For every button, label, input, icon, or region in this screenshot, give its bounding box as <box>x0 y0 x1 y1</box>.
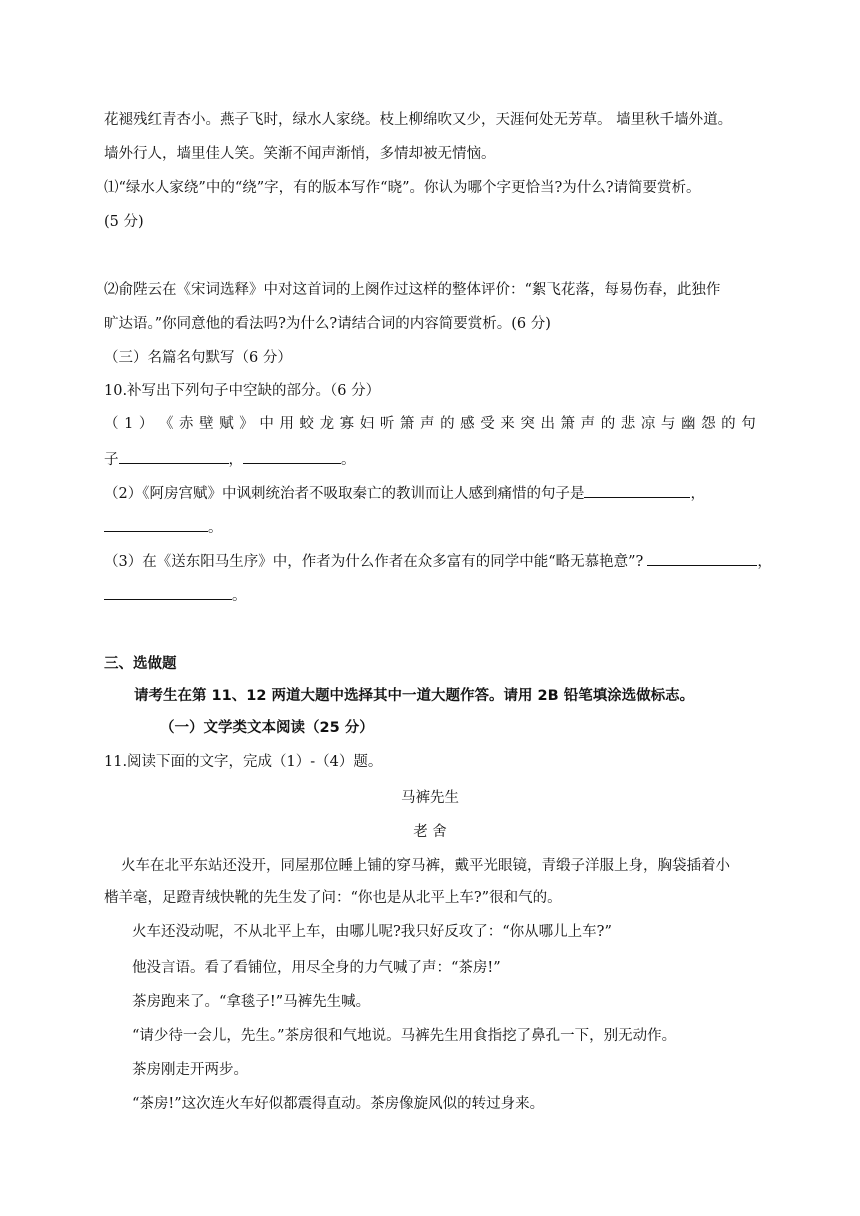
spaced-char: ） <box>138 416 154 432</box>
item-1-sep: ， <box>228 452 243 468</box>
section-3-title: （三）名篇名句默写（6 分） <box>104 350 292 366</box>
spaced-char: 凉 <box>640 416 656 432</box>
spaced-char: 壁 <box>199 416 214 432</box>
spaced-char: 怨 <box>701 416 716 432</box>
spaced-char: 用 <box>279 416 294 432</box>
item-3-end2: 。 <box>232 588 247 604</box>
spaced-char: 龙 <box>319 416 335 432</box>
spaced-char: （ <box>104 416 119 432</box>
answer-blank[interactable] <box>104 517 208 532</box>
item-2-end2: 。 <box>208 520 223 536</box>
question-11-title: 11.阅读下面的文字，完成（1）-（4）题。 <box>104 754 383 770</box>
answer-blank[interactable] <box>243 449 341 464</box>
answer-blank[interactable] <box>104 585 232 600</box>
story-title: 马裤先生 <box>401 790 459 806</box>
spaced-char: 出 <box>540 416 555 432</box>
spaced-char: 《 <box>158 416 174 432</box>
spaced-char: 的 <box>721 416 736 432</box>
item-3-text-a: （3）在《送东阳马生序》中， <box>104 554 302 570</box>
item-2-text: （2）《阿房宫赋》中讽刺统治者不吸取秦亡的教训而让人感到痛惜的句子是 <box>104 486 585 502</box>
story-author: 老 舍 <box>413 824 447 840</box>
spaced-char: 中 <box>259 416 274 432</box>
story-paragraph: “茶房!”这次连火车好似都震得直动。茶房像旋风似的转过身来。 <box>132 1096 545 1112</box>
question-9-1-line-1: ⑴“绿水人家绕”中的“绕”字，有的版本写作“晓”。你认为哪个字更恰当?为什么?请简要赏析。 <box>104 180 701 196</box>
question-10-item-1-line-2 <box>104 449 356 470</box>
question-9-2-line-2: 旷达语。”你同意他的看法吗?为什么?请结合词的内容简要赏析。(6 分) <box>104 316 551 332</box>
spaced-char: 来 <box>500 416 515 432</box>
spaced-char: 赤 <box>179 416 194 432</box>
spaced-char: 蛟 <box>299 416 315 432</box>
story-paragraph: 楷羊毫，足蹬青绒快靴的先生发了问：“你也是从北平上车?”很和气的。 <box>104 890 562 906</box>
story-paragraph: 茶房刚走开两步。 <box>132 1062 248 1078</box>
spaced-char: 箫 <box>399 416 415 432</box>
spaced-char: 句 <box>741 416 756 432</box>
question-10-title: 10.补写出下列句子中空缺的部分。（6 分） <box>104 383 381 399</box>
spaced-char: 妇 <box>359 416 375 432</box>
spaced-char: 1 <box>124 416 134 432</box>
poem-line-2: 墙外行人，墙里佳人笑。笑渐不闻声渐悄，多情却被无情恼。 <box>104 146 496 162</box>
spaced-char: 寡 <box>339 416 355 432</box>
spaced-char: 听 <box>379 416 395 432</box>
answer-blank[interactable] <box>119 449 229 464</box>
item-3-text-b: 作者为什么作者在众多富有的同学中能“略无慕艳意”? <box>301 554 644 570</box>
question-10-item-3-line-2 <box>104 585 247 606</box>
item-1-start: 子 <box>104 452 119 468</box>
spaced-char: 的 <box>440 416 455 432</box>
spaced-char: 赋 <box>219 416 234 432</box>
poem-line-1: 花褪残红青杏小。燕子飞时，绿水人家绕。枝上柳绵吹又少，天涯何处无芳草。 墙里秋千墙外道。 <box>104 112 733 128</box>
spaced-char: 感 <box>460 416 475 432</box>
spaced-char: 的 <box>600 416 616 432</box>
spaced-char: 与 <box>660 416 676 432</box>
part-3-title: 三、选做题 <box>104 656 177 672</box>
question-9-1-line-2: (5 分) <box>104 214 144 230</box>
spaced-char: 悲 <box>620 416 636 432</box>
spaced-char: 声 <box>580 416 596 432</box>
question-10-item-2-line-1 <box>104 483 705 504</box>
spaced-char: 声 <box>419 416 435 432</box>
story-paragraph: 茶房跑来了。“拿毯子!”马裤先生喊。 <box>132 994 371 1010</box>
spaced-char: 幽 <box>681 416 696 432</box>
question-9-2-line-1: ⑵俞陛云在《宋词选释》中对这首词的上阕作过这样的整体评价：“絮飞花落，每易伤春，此独作 <box>104 282 721 298</box>
spaced-char: 》 <box>239 416 254 432</box>
spaced-char: 突 <box>520 416 535 432</box>
answer-blank[interactable] <box>647 551 757 566</box>
story-paragraph: 他没言语。看了看铺位，用尽全身的力气喊了声：“茶房!” <box>132 960 501 976</box>
story-paragraph: 火车在北平东站还没开，同屋那位睡上铺的穿马裤，戴平光眼镜，青缎子洋服上身，胸袋插着小 <box>121 858 730 874</box>
item-2-end: ， <box>690 486 705 502</box>
spaced-char: 箫 <box>560 416 576 432</box>
answer-blank[interactable] <box>584 483 690 498</box>
item-1-end: 。 <box>341 452 356 468</box>
spaced-char: 受 <box>480 416 495 432</box>
part-3-subtitle: （一）文学类文本阅读（25 分） <box>160 720 374 736</box>
question-10-item-2-line-2 <box>104 517 223 538</box>
story-paragraph: 火车还没动呢，不从北平上车，由哪儿呢?我只好反攻了：“你从哪儿上车?” <box>132 924 612 940</box>
question-10-item-1-line-1 <box>104 414 756 434</box>
item-3-end: ， <box>757 554 772 570</box>
part-3-instruction: 请考生在第 11、12 两道大题中选择其中一道大题作答。请用 2B 铅笔填涂选做标志。 <box>134 688 695 704</box>
story-paragraph: “请少待一会儿，先生。”茶房很和气地说。马裤先生用食指挖了鼻孔一下，别无动作。 <box>132 1028 677 1044</box>
question-10-item-3-line-1 <box>104 551 772 572</box>
